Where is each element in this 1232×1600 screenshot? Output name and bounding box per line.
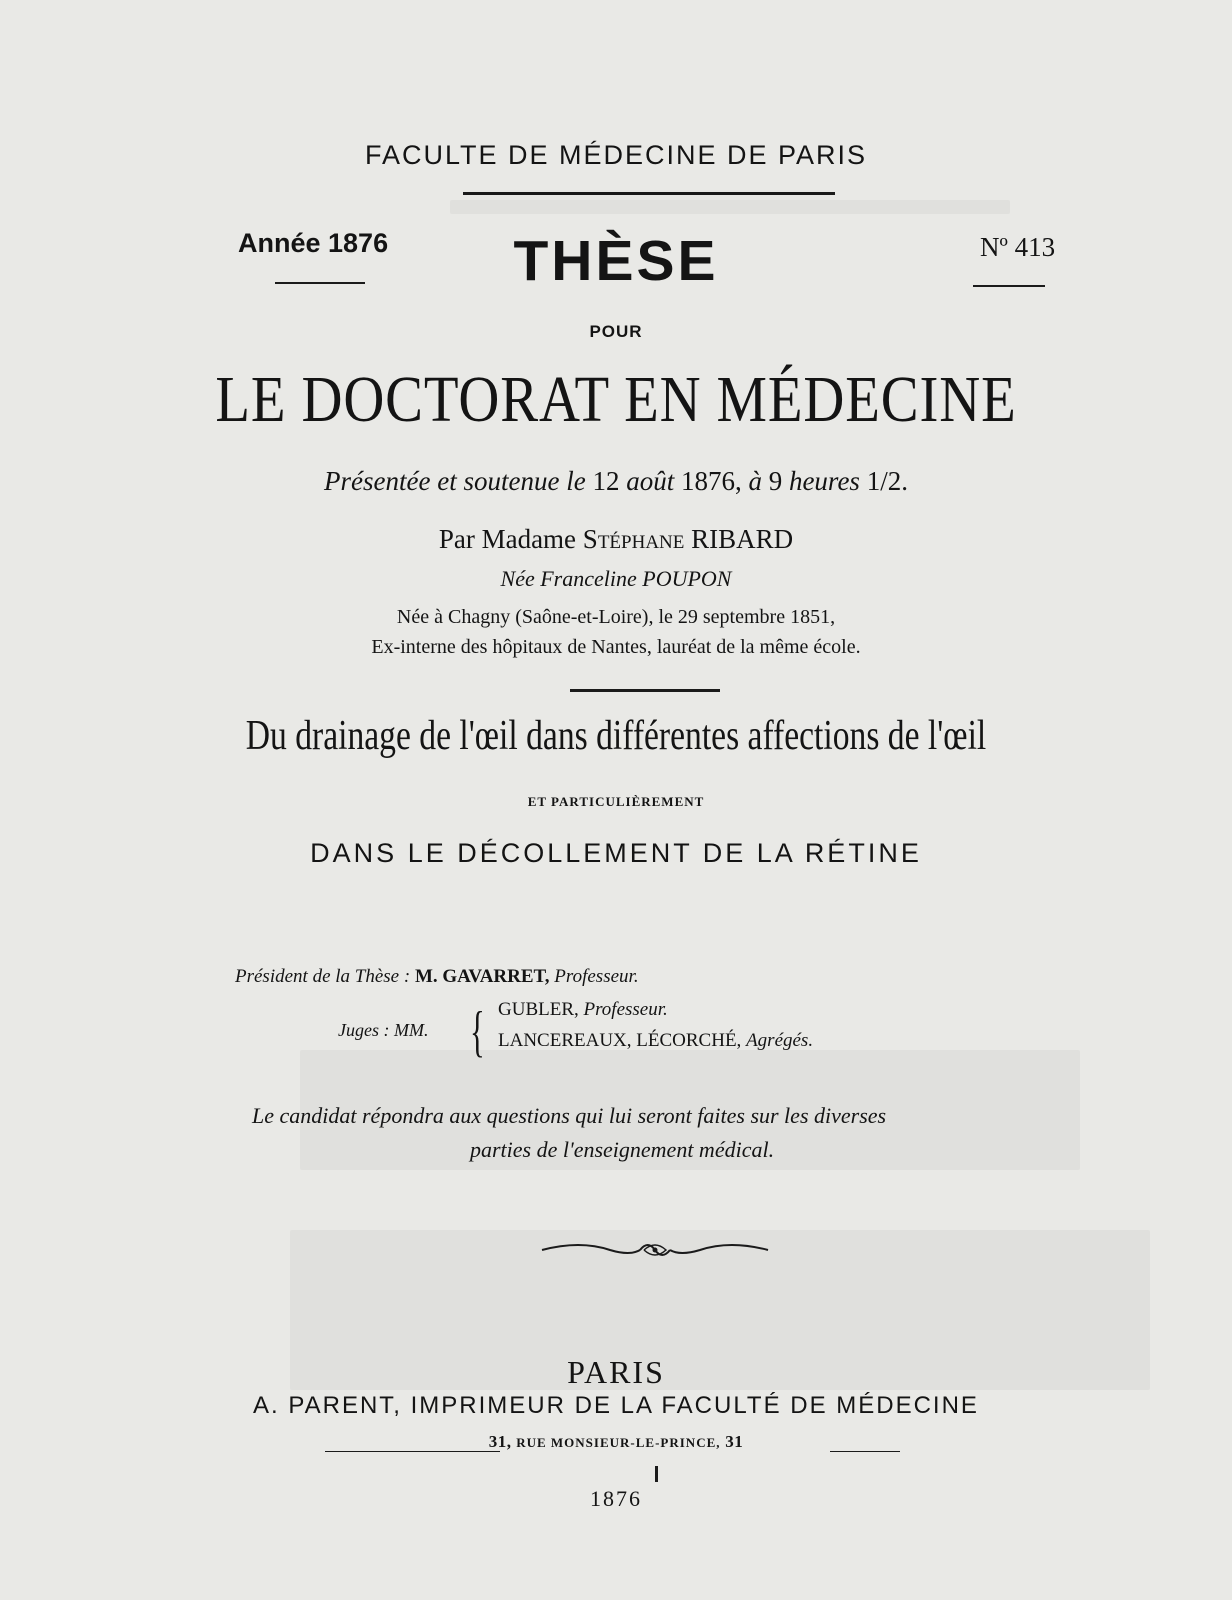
year-tick xyxy=(655,1466,658,1482)
presented-month: août xyxy=(619,466,681,496)
imprint-year: 1876 xyxy=(590,1486,642,1511)
maiden-name: POUPON xyxy=(642,566,732,591)
bleed-through xyxy=(450,200,1010,214)
judge-1-title: Professeur. xyxy=(583,999,668,1020)
position-line: Ex-interne des hôpitaux de Nantes, lauréat de la même école. xyxy=(371,636,861,658)
birth-line: Née à Chagny (Saône-et-Loire), le 29 septembre 1851, xyxy=(396,606,836,628)
presented-hour: 9 xyxy=(768,466,783,496)
author-first-name: Stéphane xyxy=(582,524,685,554)
number-rule xyxy=(973,285,1045,287)
president-line xyxy=(235,966,639,988)
presented-heures: heures xyxy=(782,466,867,496)
pour-word: POUR xyxy=(589,322,643,341)
judge-1 xyxy=(498,999,668,1021)
presented-text: Présentée et soutenue le xyxy=(324,466,593,496)
subject-connector: ET PARTICULIÈREMENT xyxy=(527,794,705,809)
nee-label: Née Franceline xyxy=(500,566,643,591)
presented-at: à xyxy=(741,466,769,496)
presented-year: 1876, xyxy=(680,466,742,496)
imprint-city: PARIS xyxy=(567,1354,665,1390)
candidate-note-line-1: Le candidat répondra aux questions qui lui seront faites sur les diverses xyxy=(252,1103,887,1128)
subject-line-2: DANS LE DÉCOLLEMENT DE LA RÉTINE xyxy=(310,838,922,868)
judges-label: Juges : MM. xyxy=(338,1020,429,1040)
president-name: M. GAVARRET, xyxy=(414,966,550,987)
presentation-line xyxy=(0,466,1232,497)
address-number-2: 31 xyxy=(725,1432,744,1451)
president-title: Professeur. xyxy=(554,966,639,987)
thesis-number: Nº 413 xyxy=(980,232,1056,262)
judge-1-name: GUBLER, xyxy=(498,999,579,1020)
address-street: RUE MONSIEUR-LE-PRINCE, xyxy=(516,1435,721,1450)
address-rule-left xyxy=(325,1451,500,1452)
degree-title: LE DOCTORAT EN MÉDECINE xyxy=(215,363,1017,436)
section-rule xyxy=(570,689,720,692)
document-title: THÈSE xyxy=(513,229,719,293)
heading-rule xyxy=(463,192,835,195)
author-last-name: RIBARD xyxy=(691,524,794,554)
author-prefix: Par Madame xyxy=(438,524,583,554)
ornament-flourish xyxy=(540,1236,770,1264)
brace-glyph: { xyxy=(470,1001,485,1063)
year-label: Année 1876 xyxy=(238,228,389,258)
imprint-address xyxy=(0,1432,1232,1452)
subject-line: Du drainage de l'œil dans différentes affections de l'œil xyxy=(245,713,987,759)
president-label: Président de la Thèse : xyxy=(235,966,411,987)
author-line xyxy=(0,524,1232,555)
judge-2-title: Agrégés. xyxy=(746,1030,814,1051)
imprint-printer: A. PARENT, IMPRIMEUR DE LA FACULTÉ DE MÉDECINE xyxy=(253,1392,979,1419)
candidate-note-line-2: parties de l'enseignement médical. xyxy=(470,1137,775,1162)
maiden-name-line xyxy=(0,566,1232,592)
judge-2-names: LANCEREAUX, LÉCORCHÉ, xyxy=(498,1030,742,1051)
presented-half: 1/2. xyxy=(866,466,908,496)
presented-date: 12 xyxy=(592,466,620,496)
faculty-heading: FACULTE DE MÉDECINE DE PARIS xyxy=(364,140,868,170)
address-rule-right xyxy=(830,1451,900,1452)
address-number: 31, xyxy=(488,1432,512,1451)
judge-2 xyxy=(498,1030,813,1052)
